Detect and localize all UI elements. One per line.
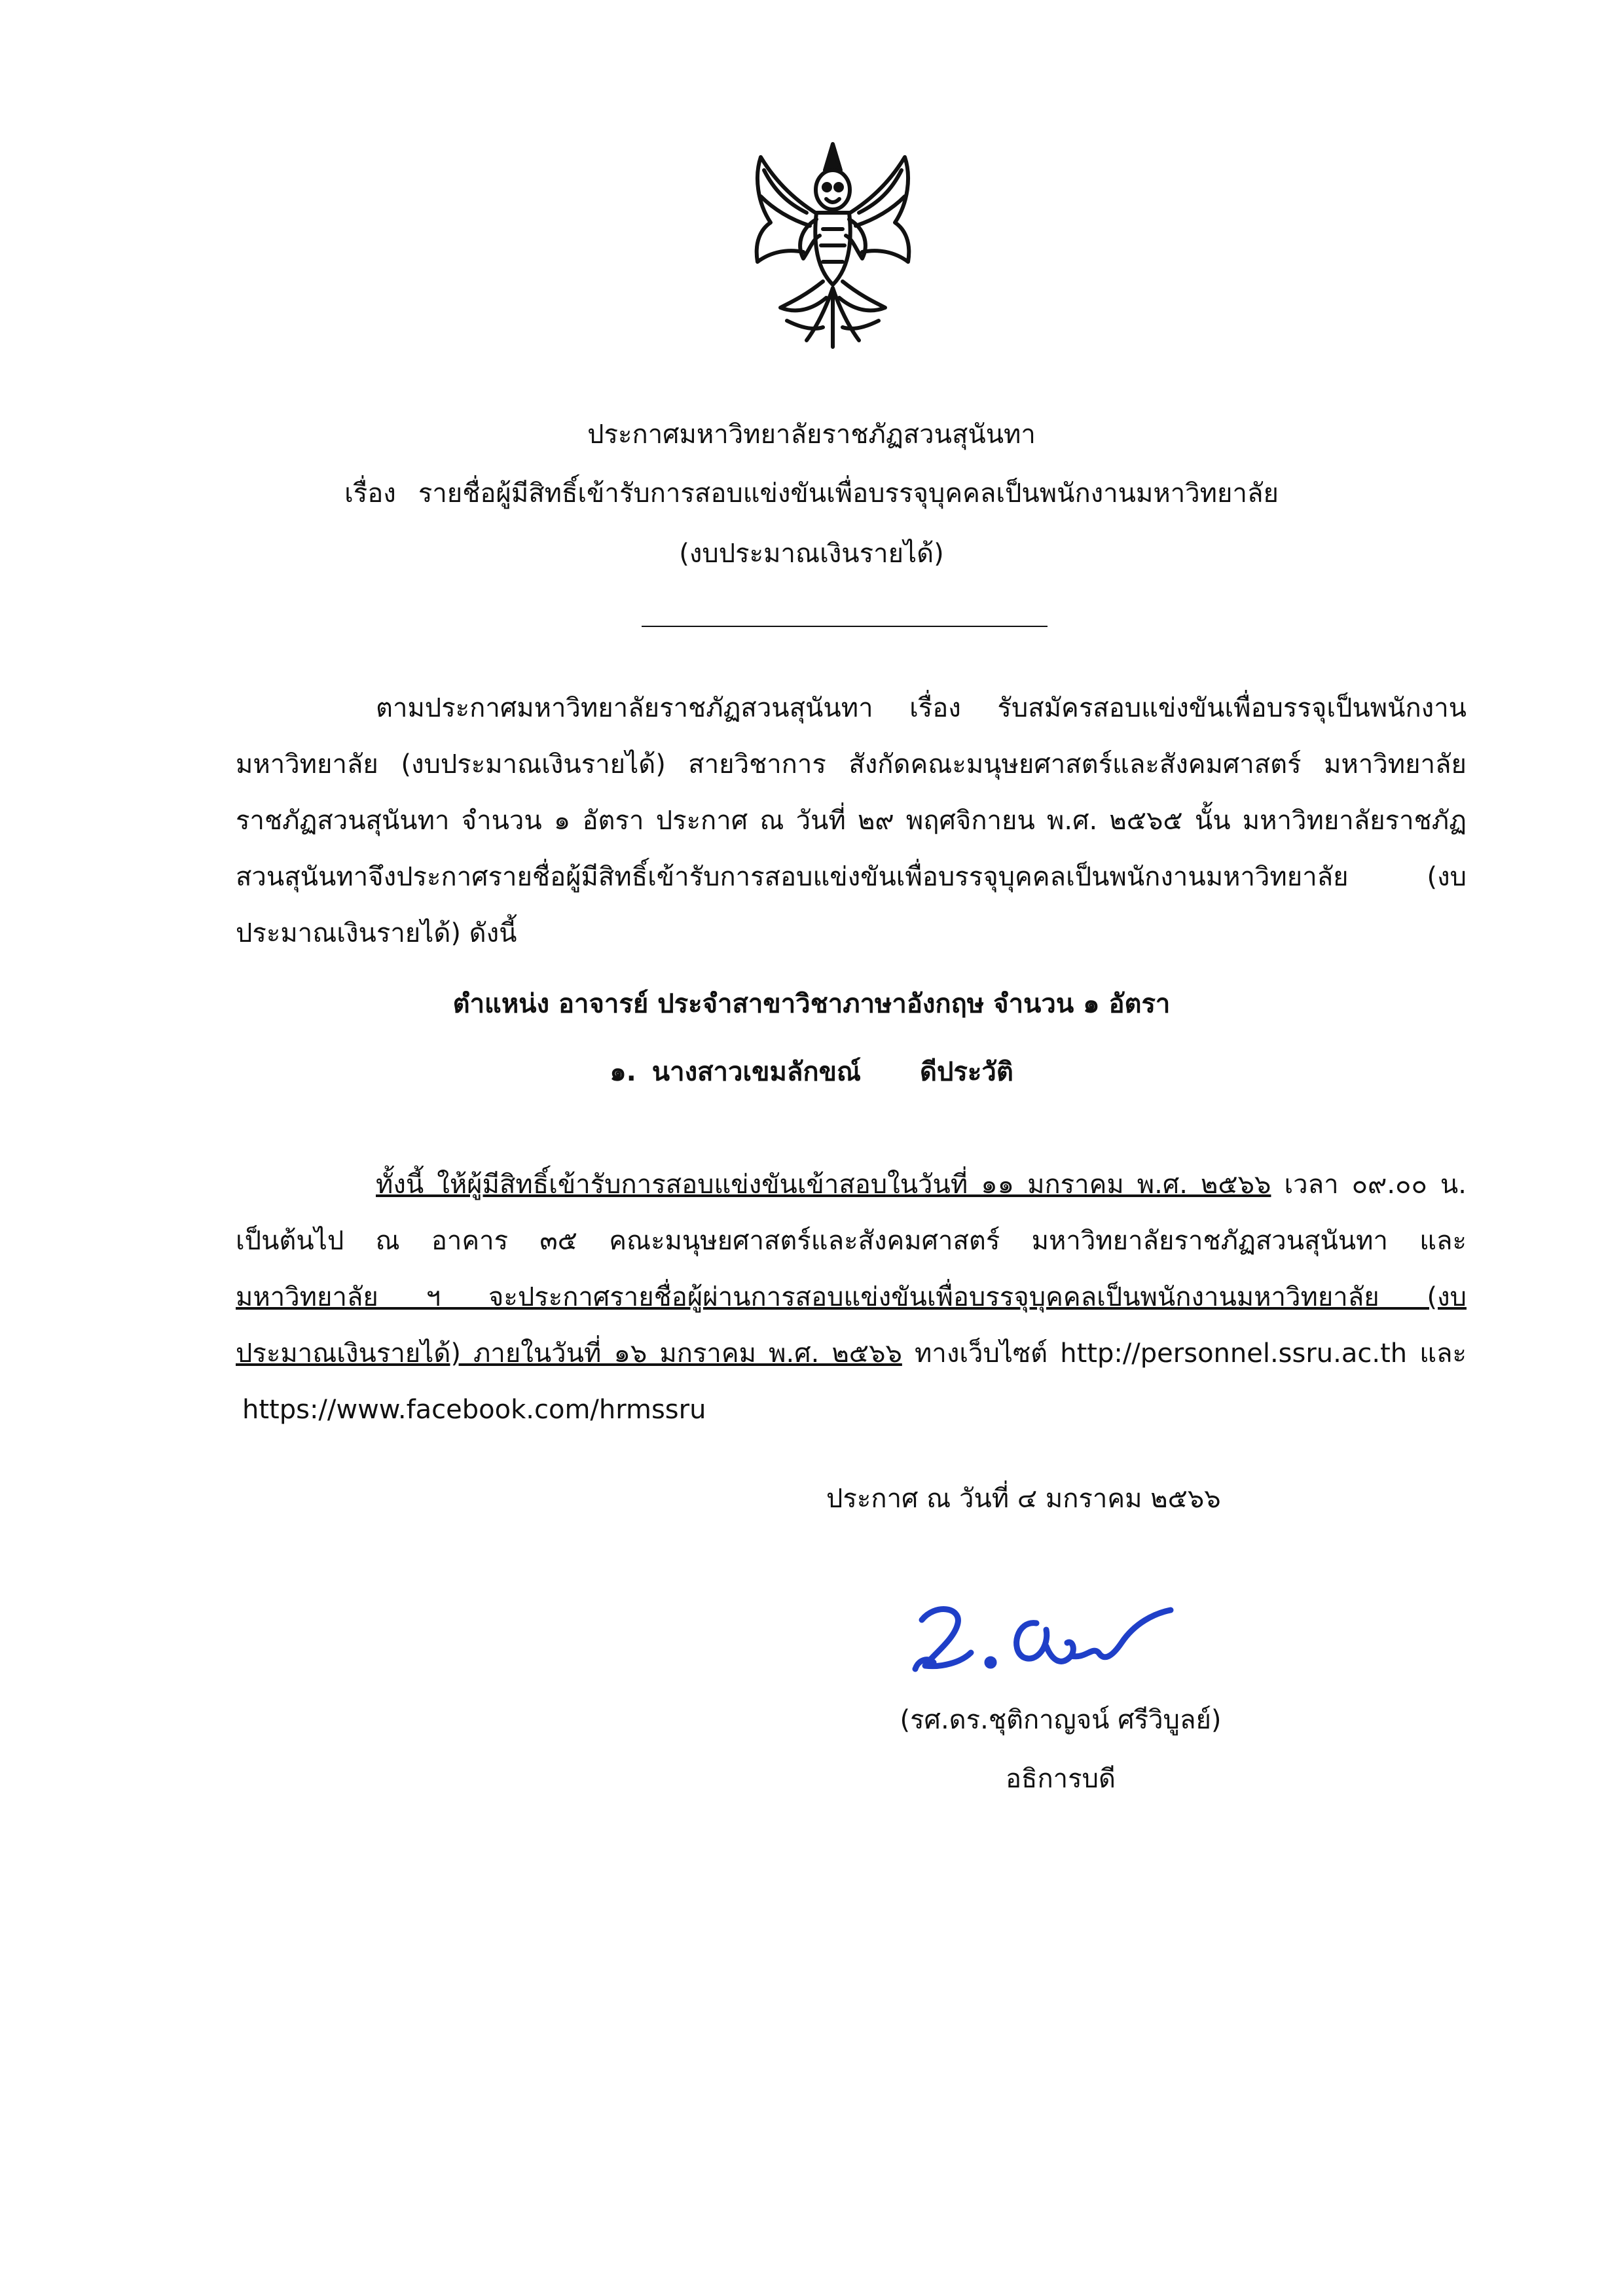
signer-title: อธิการบดี xyxy=(1006,1764,1116,1794)
subject-label: เรื่อง xyxy=(344,478,396,509)
intro-line: ตามประกาศมหาวิทยาลัยราชภัฏสวนสุนันทา เรื่อง รับสมัครสอบแข่งขันเพื่อบรรจุเป็นพนักงาน xyxy=(376,693,1467,723)
intro-line: สวนสุนันทาจึงประกาศรายชื่อผู้มีสิทธิ์เข้ารับการสอบแข่งขันเพื่อบรรจุบุคคลเป็นพนักงานมหาวิทยาลัย (งบ xyxy=(236,862,1467,892)
facebook-link[interactable]: https://www.facebook.com/hrmssru xyxy=(242,1395,706,1425)
candidate-first-name: นางสาวเขมลักขณ์ xyxy=(651,1057,862,1087)
intro-line: ประมาณเงินรายได้) ดังนี้ xyxy=(236,918,517,948)
subject-text: รายชื่อผู้มีสิทธิ์เข้ารับการสอบแข่งขันเพื่อบรรจุบุคคลเป็นพนักงานมหาวิทยาลัย xyxy=(418,478,1279,509)
garuda-emblem-icon xyxy=(735,131,931,353)
position-title: ตำแหน่ง อาจารย์ ประจำสาขาวิชาภาษาอังกฤษ จำนวน ๑ อัตรา xyxy=(452,989,1171,1019)
exam-line-4 xyxy=(236,1335,1467,1372)
announce-date: ประกาศ ณ วันที่ ๔ มกราคม ๒๕๖๖ xyxy=(826,1484,1221,1514)
candidate-last-name: ดีประวัติ xyxy=(920,1057,1013,1087)
subject-line xyxy=(0,475,1623,512)
exam-line-2: เป็นต้นไป ณ อาคาร ๓๕ คณะมนุษยศาสตร์และสังคมศาสตร์ มหาวิทยาลัยราชภัฏสวนสุนันทา และ xyxy=(236,1226,1467,1256)
announcement-title: ประกาศมหาวิทยาลัยราชภัฏสวนสุนันทา xyxy=(587,420,1036,450)
exam-time-text: เวลา ๐๙.๐๐ น. xyxy=(1284,1170,1467,1200)
candidate-row xyxy=(0,1054,1623,1090)
intro-line: มหาวิทยาลัย (งบประมาณเงินรายได้) สายวิชาการ สังกัดคณะมนุษยศาสตร์และสังคมศาสตร์ มหาวิทยาลัย xyxy=(236,749,1467,780)
handwritten-signature-icon xyxy=(896,1584,1197,1682)
header-divider xyxy=(642,626,1048,627)
website-text: ทางเว็บไซต์ http://personnel.ssru.ac.th และ xyxy=(915,1338,1467,1369)
exam-line-3 xyxy=(236,1279,1467,1316)
signer-name: (รศ.ดร.ชุติกาญจน์ ศรีวิบูลย์) xyxy=(900,1705,1222,1735)
results-date-text: ประมาณเงินรายได้) ภายในวันที่ ๑๖ มกราคม พ.ศ. ๒๕๖๖ xyxy=(236,1338,902,1369)
intro-line: ราชภัฏสวนสุนันทา จำนวน ๑ อัตรา ประกาศ ณ วันที่ ๒๙ พฤศจิกายน พ.ศ. ๒๕๖๕ นั้น มหาวิทยาลัยราชภัฏ xyxy=(236,806,1467,836)
results-announcement-text: มหาวิทยาลัย ฯ จะประกาศรายชื่อผู้ผ่านการสอบแข่งขันเพื่อบรรจุบุคคลเป็นพนักงานมหาวิทยาลัย (งบ xyxy=(236,1282,1467,1312)
exam-line-1 xyxy=(376,1166,1467,1203)
exam-date-text: ทั้งนี้ ให้ผู้มีสิทธิ์เข้ารับการสอบแข่งขันเข้าสอบในวันที่ ๑๑ มกราคม พ.ศ. ๒๕๖๖ xyxy=(376,1170,1271,1200)
candidate-number: ๑. xyxy=(610,1057,636,1087)
subject-note: (งบประมาณเงินรายได้) xyxy=(679,539,944,569)
